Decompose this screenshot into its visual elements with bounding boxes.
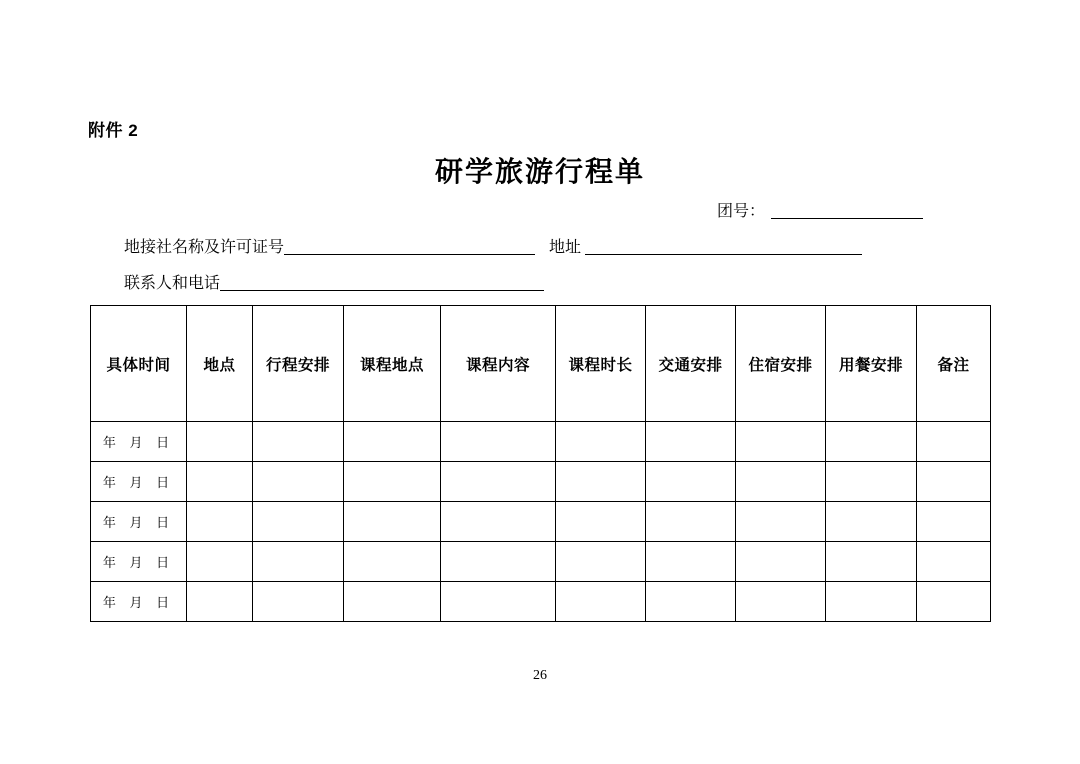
address-input-blank[interactable] bbox=[585, 240, 862, 255]
table-cell[interactable] bbox=[344, 502, 441, 542]
group-number-blank[interactable] bbox=[771, 204, 923, 219]
table-cell[interactable] bbox=[253, 422, 344, 462]
table-cell[interactable] bbox=[736, 542, 826, 582]
table-cell[interactable] bbox=[826, 502, 917, 542]
date-cell[interactable]: 年 月 日 bbox=[91, 502, 187, 542]
table-cell[interactable] bbox=[441, 502, 556, 542]
table-cell[interactable] bbox=[646, 422, 736, 462]
table-header-cell: 课程时长 bbox=[556, 306, 646, 422]
table-cell[interactable] bbox=[826, 542, 917, 582]
table-cell[interactable] bbox=[917, 542, 991, 582]
table-header-cell: 地点 bbox=[187, 306, 253, 422]
itinerary-table bbox=[90, 305, 991, 622]
table-cell[interactable] bbox=[917, 502, 991, 542]
table-cell[interactable] bbox=[187, 582, 253, 622]
table-cell[interactable] bbox=[441, 542, 556, 582]
table-cell[interactable] bbox=[441, 582, 556, 622]
contact-input-blank[interactable] bbox=[220, 276, 544, 291]
address-label: 地址 bbox=[549, 239, 582, 256]
table-cell[interactable] bbox=[917, 582, 991, 622]
date-cell[interactable]: 年 月 日 bbox=[91, 542, 187, 582]
table-cell[interactable] bbox=[441, 422, 556, 462]
table-cell[interactable] bbox=[344, 462, 441, 502]
table-cell[interactable] bbox=[187, 542, 253, 582]
table-cell[interactable] bbox=[826, 422, 917, 462]
table-cell[interactable] bbox=[441, 462, 556, 502]
table-row bbox=[91, 422, 991, 462]
table-cell[interactable] bbox=[646, 502, 736, 542]
table-header-row bbox=[91, 306, 991, 422]
table-cell[interactable] bbox=[556, 502, 646, 542]
page-number: 26 bbox=[533, 668, 547, 683]
table-header-cell: 具体时间 bbox=[91, 306, 187, 422]
table-cell[interactable] bbox=[917, 422, 991, 462]
date-cell[interactable]: 年 月 日 bbox=[91, 422, 187, 462]
table-header-cell: 交通安排 bbox=[646, 306, 736, 422]
table-cell[interactable] bbox=[187, 422, 253, 462]
table-header-cell: 用餐安排 bbox=[826, 306, 917, 422]
group-number-label: 团号： bbox=[716, 203, 765, 220]
agency-label: 地接社名称及许可证号 bbox=[124, 239, 285, 256]
table-cell[interactable] bbox=[646, 542, 736, 582]
table-cell[interactable] bbox=[344, 542, 441, 582]
table-cell[interactable] bbox=[646, 462, 736, 502]
attachment-label: 附件 2 bbox=[88, 121, 139, 140]
table-header-cell: 课程地点 bbox=[344, 306, 441, 422]
table-cell[interactable] bbox=[826, 462, 917, 502]
table-cell[interactable] bbox=[253, 462, 344, 502]
table-row bbox=[91, 582, 991, 622]
table-cell[interactable] bbox=[253, 502, 344, 542]
page-title: 研学旅游行程单 bbox=[434, 157, 645, 188]
table-cell[interactable] bbox=[736, 422, 826, 462]
table-cell[interactable] bbox=[344, 582, 441, 622]
table-cell[interactable] bbox=[826, 582, 917, 622]
table-cell[interactable] bbox=[253, 542, 344, 582]
contact-label: 联系人和电话 bbox=[124, 275, 221, 292]
table-row bbox=[91, 462, 991, 502]
table-cell[interactable] bbox=[556, 582, 646, 622]
agency-input-blank[interactable] bbox=[284, 240, 535, 255]
agency-address-row bbox=[124, 234, 862, 257]
table-cell[interactable] bbox=[556, 422, 646, 462]
table-cell[interactable] bbox=[917, 462, 991, 502]
date-cell[interactable]: 年 月 日 bbox=[91, 582, 187, 622]
table-header-cell: 备注 bbox=[917, 306, 991, 422]
table-cell[interactable] bbox=[344, 422, 441, 462]
group-number-field bbox=[717, 198, 923, 221]
table-cell[interactable] bbox=[736, 462, 826, 502]
table-cell[interactable] bbox=[253, 582, 344, 622]
date-cell[interactable]: 年 月 日 bbox=[91, 462, 187, 502]
table-cell[interactable] bbox=[187, 462, 253, 502]
table-row bbox=[91, 502, 991, 542]
table-header-cell: 行程安排 bbox=[253, 306, 344, 422]
table-cell[interactable] bbox=[556, 462, 646, 502]
table-header-cell: 住宿安排 bbox=[736, 306, 826, 422]
table-row bbox=[91, 542, 991, 582]
table-cell[interactable] bbox=[556, 542, 646, 582]
table-header-cell: 课程内容 bbox=[441, 306, 556, 422]
table-cell[interactable] bbox=[646, 582, 736, 622]
table-cell[interactable] bbox=[187, 502, 253, 542]
table-cell[interactable] bbox=[736, 502, 826, 542]
table-cell[interactable] bbox=[736, 582, 826, 622]
contact-row bbox=[124, 270, 544, 293]
